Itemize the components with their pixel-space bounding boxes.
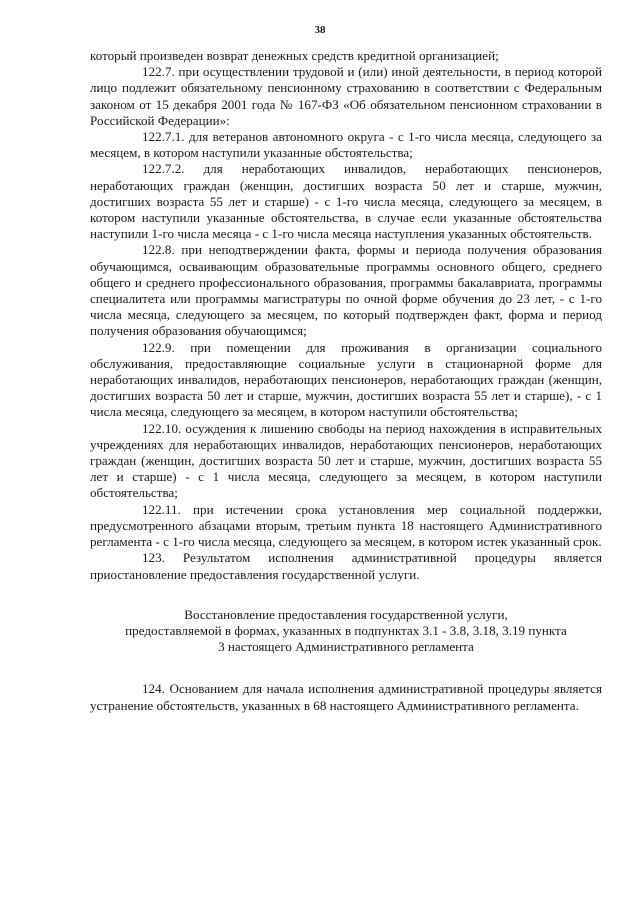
paragraph-124: 124. Основанием для начала исполнения административной процедуры является устранение обстоятельств, указанных в 68 настоящего Административного регламента. — [90, 681, 602, 713]
paragraph-122-7: 122.7. при осуществлении трудовой и (или) иной деятельности, в период которой лицо подлежит обязательному пенсионному страхованию в соответствии с Федеральным законом от 15 декабря 2001 года № 167-ФЗ «Об обязательном пенсионном страховании в Российской Федерации»: — [90, 64, 602, 128]
paragraph-continuation: который произведен возврат денежных средств кредитной организацией; — [90, 48, 499, 63]
paragraph-123: 123. Результатом исполнения административной процедуры является приостановление предоставления государственной услуги. — [90, 550, 602, 582]
document-body — [90, 48, 602, 714]
section-heading-line-2: предоставляемой в формах, указанных в подпунктах 3.1 - 3.8, 3.18, 3.19 пункта — [125, 622, 567, 638]
paragraph-122-7-2: 122.7.2. для неработающих инвалидов, неработающих пенсионеров, неработающих граждан (женщин, достигших возраста 50 лет и старше, мужчин, достигших возраста 55 лет и старше) - с 1-го числа месяца, следующего за месяцем, в котором наступили указанные обстоятельства, в случае если указанные обстоятельства наступили 1-го числа месяца - с 1-го числа месяца наступления указанных обстоятельств. — [90, 161, 602, 242]
section-heading-line-3: 3 настоящего Административного регламента — [218, 639, 474, 655]
page-number: 38 — [314, 24, 326, 36]
paragraph-122-7-1: 122.7.1. для ветеранов автономного округа - с 1-го числа месяца, следующего за месяцем, в котором наступили указанные обстоятельства; — [90, 129, 602, 161]
section-heading — [90, 607, 602, 656]
paragraph-122-9: 122.9. при помещении для проживания в организации социального обслуживания, предоставляющие социальные услуги в стационарной форме для неработающих инвалидов, неработающих пенсионеров, неработающих граждан (женщин, достигших возраста 50 лет и старше, мужчин, достигших возраста 55 лет и старше), - с 1 числа месяца, следующего за месяцем, в котором наступили обстоятельства; — [90, 339, 602, 420]
section-heading-line-1: Восстановление предоставления государственной услуги, — [184, 606, 508, 622]
paragraph-122-11: 122.11. при истечении срока установления мер социальной поддержки, предусмотренного абзацами вторым, третьим пункта 18 настоящего Административного регламента - с 1-го числа месяца, следующего за месяцем, в котором истек указанный срок. — [90, 501, 602, 550]
paragraph-122-10: 122.10. осуждения к лишению свободы на период нахождения в исправительных учреждениях для неработающих инвалидов, неработающих пенсионеров, неработающих граждан (женщин, достигших возраста 50 лет и старше, мужчин, достигших возраста 55 лет и старше) - с 1 числа месяца, следующего за месяцем, в котором наступили обстоятельства; — [90, 420, 602, 501]
paragraph-122-8: 122.8. при неподтверждении факта, формы и периода получения образования обучающимся, осваивающим образовательные программы основного общего, среднего общего и среднего профессионального образования, программы бакалавриата, программы специалитета или программы магистратуры по очной форме обучения до 23 лет, - с 1-го числа месяца, следующего за месяцем, по который подтвержден факт, форма и период получения образования обучающимся; — [90, 242, 602, 339]
